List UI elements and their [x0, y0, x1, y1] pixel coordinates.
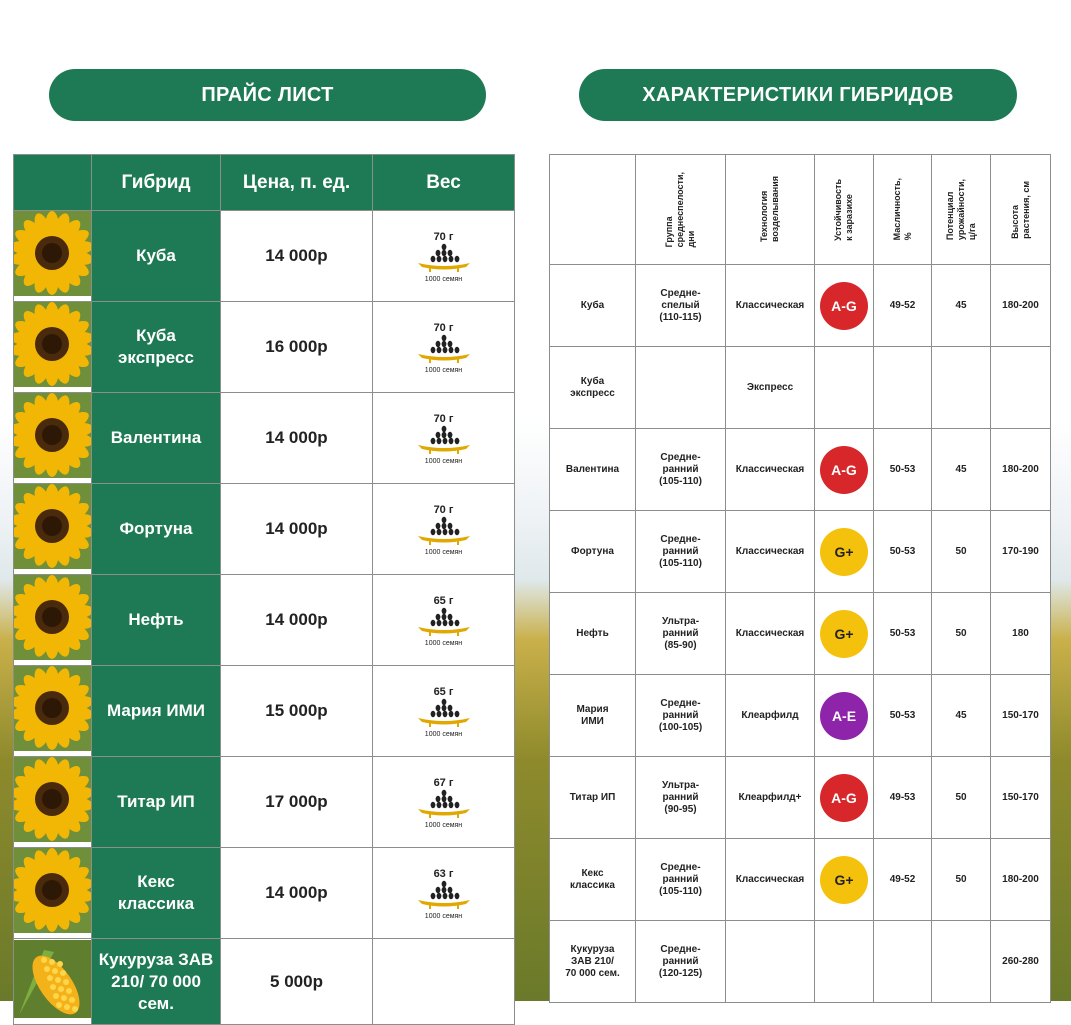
image-cell	[14, 302, 92, 393]
hybrid-name	[550, 511, 636, 593]
sunflower-image	[14, 757, 91, 842]
header-hybrid: Гибрид	[92, 155, 221, 211]
header-technology-label: Технология возделывания	[759, 176, 780, 243]
price-table	[13, 154, 515, 1025]
hybrid-name-text: Нефть	[576, 627, 609, 639]
hybrid-name: Мария ИМИ	[92, 666, 221, 757]
hybrid-price: 14 000р	[221, 575, 373, 666]
plant-height-text: 180-200	[1002, 873, 1039, 885]
header-oil-content	[874, 155, 932, 265]
header-weight: Вес	[373, 155, 515, 211]
seeds-label: 1000 семян	[424, 640, 463, 647]
hybrid-price: 5 000р	[221, 939, 373, 1025]
seeds-label: 1000 семян	[424, 731, 463, 738]
weight-cell	[373, 575, 515, 666]
yield-potential-text: 50	[955, 627, 967, 639]
technology	[726, 921, 815, 1003]
maturity-group-text: Средне- ранний (100-105)	[658, 697, 703, 733]
hybrid-name-text: Мария ИМИ	[576, 703, 609, 727]
oil-content-text: 50-53	[889, 709, 916, 721]
oil-content-text: 50-53	[889, 463, 916, 475]
hybrid-name	[550, 675, 636, 757]
price-list-banner: ПРАЙС ЛИСТ	[49, 69, 486, 121]
sunflower-image	[14, 302, 91, 387]
plant-height-text: 260-280	[1002, 955, 1039, 967]
seeds-label: 1000 семян	[424, 458, 463, 465]
oil-content-text: 49-52	[889, 299, 916, 311]
seed-scale-icon	[416, 698, 472, 728]
weight-value: 70 г	[433, 413, 454, 425]
header-plant-height-label: Высота растения, см	[1009, 180, 1031, 239]
yield-potential	[932, 593, 991, 675]
maturity-group	[636, 675, 726, 757]
oil-content	[874, 511, 932, 593]
hybrid-name	[550, 921, 636, 1003]
technology-text: Классическая	[735, 463, 805, 475]
hybrid-name: Куба экспресс	[92, 302, 221, 393]
hybrid-name	[550, 839, 636, 921]
resistance-badge: A-G	[820, 446, 868, 494]
technology	[726, 429, 815, 511]
seeds-label: 1000 семян	[424, 549, 463, 556]
plant-height	[991, 921, 1051, 1003]
sunflower-image	[14, 575, 91, 660]
plant-height	[991, 265, 1051, 347]
oil-content	[874, 265, 932, 347]
hybrid-name: Нефть	[92, 575, 221, 666]
technology-text: Экспресс	[746, 381, 794, 393]
weight-cell	[373, 484, 515, 575]
resistance-badge: G+	[820, 610, 868, 658]
maturity-group	[636, 429, 726, 511]
maturity-group	[636, 265, 726, 347]
hybrid-price: 16 000р	[221, 302, 373, 393]
plant-height	[991, 429, 1051, 511]
image-cell	[14, 393, 92, 484]
hybrid-name-text: Кукуруза ЗАВ 210/ 70 000 сем.	[565, 943, 620, 979]
hybrid-price: 14 000р	[221, 393, 373, 484]
hybrid-name-text: Титар ИП	[569, 791, 616, 803]
header-broomrape-resistance	[815, 155, 874, 265]
maturity-group-text: Средне- ранний (105-110)	[659, 451, 702, 487]
yield-potential-text: 45	[955, 463, 967, 475]
hybrid-price: 14 000р	[221, 211, 373, 302]
hybrid-name: Титар ИП	[92, 757, 221, 848]
weight-cell	[373, 757, 515, 848]
plant-height	[991, 347, 1051, 429]
oil-content-text: 49-53	[889, 791, 916, 803]
header-yield-potential-label: Потенциал урожайности, ц/га	[944, 178, 977, 241]
price-row	[14, 575, 515, 666]
hybrid-name-text: Куба экспресс	[570, 375, 615, 399]
sunflower-image	[14, 484, 91, 569]
header-image-cell	[14, 155, 92, 211]
price-row	[14, 757, 515, 848]
resistance-badge: G+	[820, 856, 868, 904]
weight-cell	[373, 848, 515, 939]
oil-content	[874, 429, 932, 511]
header-price: Цена, п. ед.	[221, 155, 373, 211]
yield-potential-text: 45	[955, 709, 967, 721]
hybrid-name: Куба	[92, 211, 221, 302]
maturity-group	[636, 839, 726, 921]
hybrid-name: Валентина	[92, 393, 221, 484]
hybrid-characteristics-banner: ХАРАКТЕРИСТИКИ ГИБРИДОВ	[579, 69, 1017, 121]
yield-potential	[932, 429, 991, 511]
hybrid-price: 17 000р	[221, 757, 373, 848]
plant-height-text: 150-170	[1002, 791, 1039, 803]
characteristics-header	[550, 155, 1051, 265]
sunflower-image	[14, 848, 91, 933]
maturity-group-text: Ультра- ранний (85-90)	[661, 615, 700, 651]
oil-content	[874, 921, 932, 1003]
hybrid-name: Фортуна	[92, 484, 221, 575]
maturity-group-text: Ультра- ранний (90-95)	[661, 779, 700, 815]
characteristics-row	[550, 675, 1051, 757]
technology	[726, 675, 815, 757]
seed-scale-icon	[416, 243, 472, 273]
weight-cell	[373, 939, 515, 1025]
weight-value: 67 г	[433, 777, 454, 789]
oil-content	[874, 675, 932, 757]
seeds-label: 1000 семян	[424, 276, 463, 283]
seed-scale-icon	[416, 880, 472, 910]
header-maturity-group-label: Группа среднеспелости, дни	[664, 171, 696, 248]
image-cell	[14, 757, 92, 848]
yield-potential-text: 50	[955, 791, 967, 803]
hybrid-name-text: Фортуна	[571, 545, 614, 557]
plant-height-text: 180	[1012, 627, 1029, 639]
weight-value: 65 г	[433, 595, 454, 607]
hybrid-name	[550, 265, 636, 347]
seed-scale-icon	[416, 789, 472, 819]
oil-content	[874, 839, 932, 921]
seed-scale-icon	[416, 607, 472, 637]
hybrid-name	[550, 593, 636, 675]
sunflower-image	[14, 211, 91, 296]
weight-value: 70 г	[433, 322, 454, 334]
resistance	[815, 429, 874, 511]
yield-potential	[932, 757, 991, 839]
seed-scale-icon	[416, 425, 472, 455]
yield-potential	[932, 347, 991, 429]
plant-height	[991, 839, 1051, 921]
characteristics-table	[549, 154, 1051, 1003]
corn-image	[14, 940, 91, 1018]
technology-text: Классическая	[735, 873, 805, 885]
price-row	[14, 484, 515, 575]
yield-potential-text: 45	[955, 299, 967, 311]
yield-potential	[932, 265, 991, 347]
plant-height	[991, 593, 1051, 675]
header-empty-cell	[550, 155, 636, 265]
technology	[726, 593, 815, 675]
weight-value: 70 г	[433, 231, 454, 243]
plant-height	[991, 675, 1051, 757]
oil-content	[874, 347, 932, 429]
weight-value: 63 г	[433, 868, 454, 880]
maturity-group-text: Средне- ранний (120-125)	[658, 943, 703, 979]
yield-potential	[932, 839, 991, 921]
seeds-label: 1000 семян	[424, 913, 463, 920]
technology-text: Классическая	[735, 545, 805, 557]
image-cell	[14, 484, 92, 575]
image-cell	[14, 939, 92, 1025]
oil-content-text: 49-52	[889, 873, 916, 885]
resistance-badge: A-E	[820, 692, 868, 740]
resistance	[815, 921, 874, 1003]
characteristics-row	[550, 265, 1051, 347]
maturity-group-text: Средне- ранний (105-110)	[659, 861, 702, 897]
sunflower-image	[14, 393, 91, 478]
seeds-label: 1000 семян	[424, 822, 463, 829]
resistance-badge: A-G	[820, 282, 868, 330]
maturity-group-text: Средне- ранний (105-110)	[659, 533, 702, 569]
price-row	[14, 848, 515, 939]
header-yield-potential	[932, 155, 991, 265]
oil-content	[874, 757, 932, 839]
technology	[726, 839, 815, 921]
resistance-badge: G+	[820, 528, 868, 576]
characteristics-row	[550, 347, 1051, 429]
price-row	[14, 666, 515, 757]
hybrid-price: 15 000р	[221, 666, 373, 757]
oil-content-text: 50-53	[889, 545, 916, 557]
plant-height-text: 180-200	[1002, 463, 1039, 475]
image-cell	[14, 666, 92, 757]
technology	[726, 265, 815, 347]
header-plant-height	[991, 155, 1051, 265]
image-cell	[14, 211, 92, 302]
price-row	[14, 939, 515, 1025]
resistance	[815, 757, 874, 839]
technology	[726, 347, 815, 429]
technology	[726, 757, 815, 839]
hybrid-name: Кукуруза ЗАВ 210/ 70 000 сем.	[92, 939, 221, 1025]
characteristics-row	[550, 511, 1051, 593]
plant-height-text: 150-170	[1002, 709, 1039, 721]
resistance	[815, 265, 874, 347]
image-cell	[14, 575, 92, 666]
characteristics-row	[550, 593, 1051, 675]
resistance	[815, 839, 874, 921]
yield-potential	[932, 675, 991, 757]
maturity-group	[636, 347, 726, 429]
maturity-group	[636, 511, 726, 593]
resistance-badge: A-G	[820, 774, 868, 822]
header-maturity-group	[636, 155, 726, 265]
hybrid-name	[550, 757, 636, 839]
maturity-group-text: Средне- спелый (110-115)	[659, 287, 702, 323]
technology-text: Классическая	[735, 299, 805, 311]
hybrid-price: 14 000р	[221, 484, 373, 575]
yield-potential	[932, 921, 991, 1003]
resistance	[815, 593, 874, 675]
maturity-group	[636, 757, 726, 839]
weight-cell	[373, 393, 515, 484]
hybrid-name	[550, 347, 636, 429]
technology	[726, 511, 815, 593]
weight-cell	[373, 666, 515, 757]
technology-text: Клеарфилд	[741, 709, 799, 721]
resistance	[815, 511, 874, 593]
maturity-group	[636, 593, 726, 675]
plant-height-text: 170-190	[1002, 545, 1039, 557]
weight-cell	[373, 211, 515, 302]
header-oil-content-label: Масличность, %	[891, 178, 913, 241]
seeds-label: 1000 семян	[424, 367, 463, 374]
seed-scale-icon	[416, 516, 472, 546]
weight-cell	[373, 302, 515, 393]
oil-content-text: 50-53	[889, 627, 916, 639]
seed-scale-icon	[416, 334, 472, 364]
hybrid-name	[550, 429, 636, 511]
header-technology	[726, 155, 815, 265]
price-row	[14, 302, 515, 393]
plant-height-text: 180-200	[1002, 299, 1039, 311]
hybrid-name-text: Валентина	[565, 463, 620, 475]
plant-height	[991, 511, 1051, 593]
resistance	[815, 347, 874, 429]
technology-text: Клеарфилд+	[738, 791, 802, 803]
yield-potential	[932, 511, 991, 593]
characteristics-row	[550, 429, 1051, 511]
resistance	[815, 675, 874, 757]
oil-content	[874, 593, 932, 675]
price-row	[14, 393, 515, 484]
hybrid-name-text: Кекс классика	[570, 867, 615, 891]
maturity-group	[636, 921, 726, 1003]
characteristics-row	[550, 757, 1051, 839]
header-broomrape-resistance-label: Устойчивость к заразихе	[833, 178, 854, 241]
price-row	[14, 211, 515, 302]
image-cell	[14, 848, 92, 939]
yield-potential-text: 50	[955, 545, 967, 557]
price-table-header	[14, 155, 515, 211]
weight-value: 65 г	[433, 686, 454, 698]
characteristics-row	[550, 921, 1051, 1003]
technology-text: Классическая	[735, 627, 805, 639]
hybrid-name-text: Куба	[580, 299, 605, 311]
yield-potential-text: 50	[955, 873, 967, 885]
plant-height	[991, 757, 1051, 839]
hybrid-name: Кекс классика	[92, 848, 221, 939]
sunflower-image	[14, 666, 91, 751]
characteristics-row	[550, 839, 1051, 921]
weight-value: 70 г	[433, 504, 454, 516]
hybrid-price: 14 000р	[221, 848, 373, 939]
